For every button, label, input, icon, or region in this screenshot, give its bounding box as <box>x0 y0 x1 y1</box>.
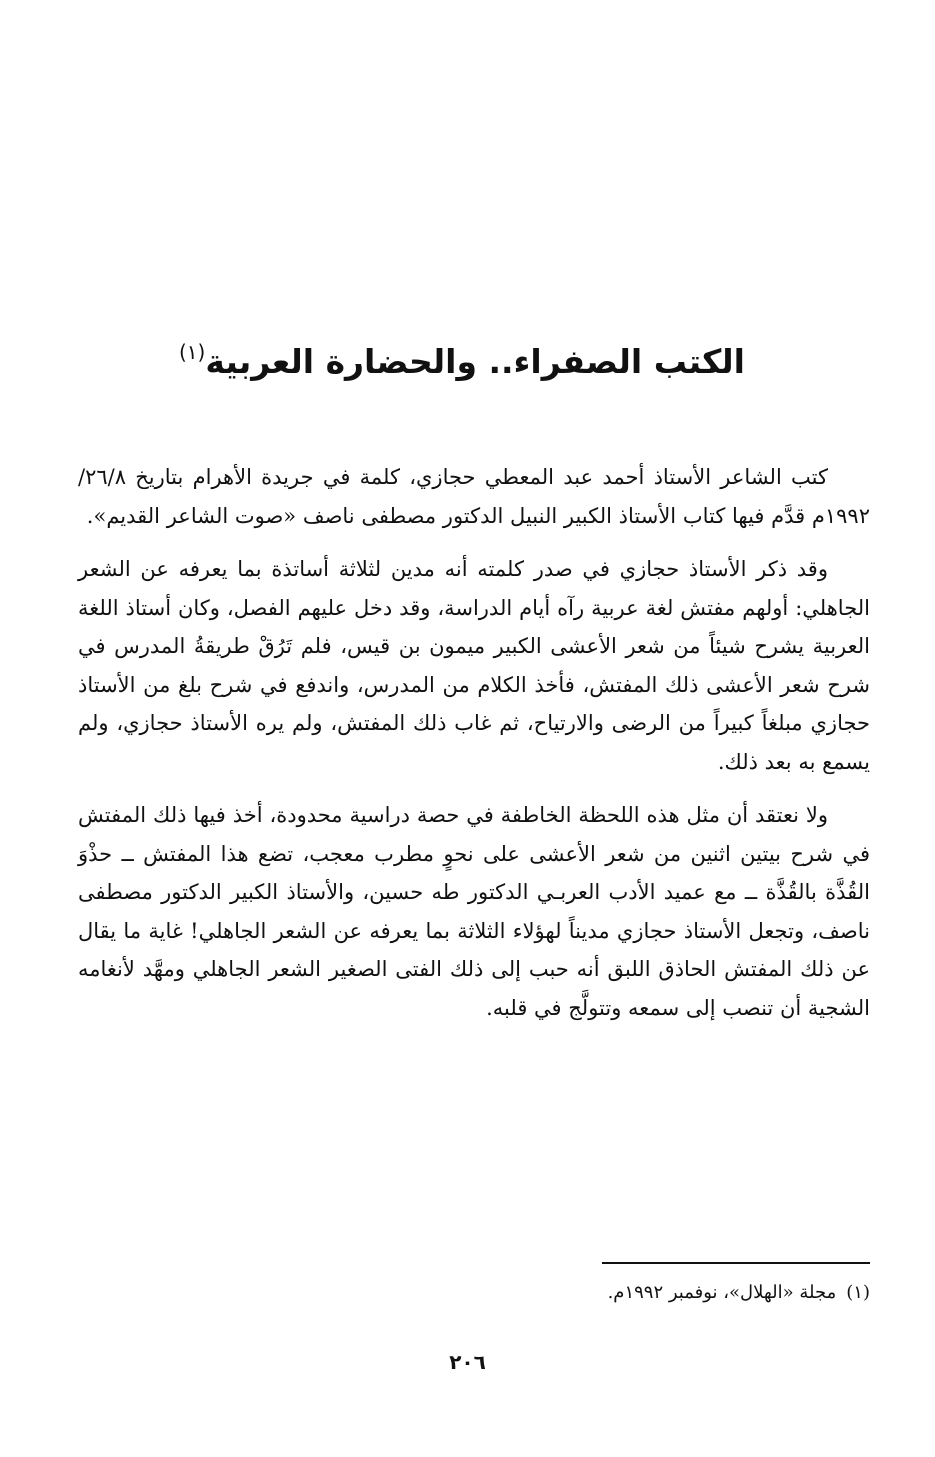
footnote-text: مجلة «الهلال»، نوفمبر ١٩٩٢م. <box>607 1282 837 1303</box>
footnote-divider <box>602 1262 870 1264</box>
paragraph-1: كتب الشاعر الأستاذ أحمد عبد المعطي حجازي، كلمة في جريدة الأهرام بتاريخ ٢٦/٨/ ١٩٩٢م قدَّم فيها كتاب الأستاذ الكبير النبيل الدكتور مصطفى ناصف «صوت الشاعر القديم». <box>78 465 870 528</box>
body-text <box>78 458 870 1042</box>
title-footnote-mark: (١) <box>178 340 206 364</box>
footnote <box>300 1278 870 1308</box>
chapter-title-text: الكتب الصفراء.. والحضارة العربية <box>205 342 745 381</box>
footnote-number: (١) <box>846 1282 870 1303</box>
chapter-title <box>80 322 745 392</box>
page-number: ٢٠٦ <box>449 1350 486 1374</box>
paragraph-3: ولا نعتقد أن مثل هذه اللحظة الخاطفة في حصة دراسية محدودة، أخذ فيها ذلك المفتش في شرح بيتين اثنين من شعر الأعشى على نحوٍ مطرب معجب، تضع هذا المفتش ــ حذْوَ القُذَّة بالقُذَّة ــ مع عميد الأدب العربـي الدكتور طه حسين، والأستاذ الكبير الدكتور مصطفى ناصف، وتجعل الأستاذ حجازي مديناً لهؤلاء الثلاثة بما يعرفه عن الشعر الجاهلي! غاية ما يقال عن ذلك المفتش الحاذق اللبق أنه حبب إلى ذلك الفتى الصغير الشعر الجاهلي ومهَّد لأنغامه الشجية أن تنصب إلى سمعه وتتولَّج في قلبه. <box>78 803 870 1020</box>
paragraph-2: وقد ذكر الأستاذ حجازي في صدر كلمته أنه مدين لثلاثة أساتذة بما يعرفه عن الشعر الجاهلي: أولهم مفتش لغة عربية رآه أيام الدراسة، وقد دخل عليهم الفصل، وكان أستاذ اللغة العربية يشرح شيئاً من شعر الأعشى الكبير ميمون بن قيس، فلم تَرُقْ طريقةُ المدرس في شرح شعر الأعشى ذلك المفتش، فأخذ الكلام من المدرس، واندفع في شرح بلغ من الأستاذ حجازي مبلغاً كبيراً من الرضى والارتياح، ثم غاب ذلك المفتش، ولم يره الأستاذ حجازي، ولم يسمع به بعد ذلك. <box>78 557 870 774</box>
